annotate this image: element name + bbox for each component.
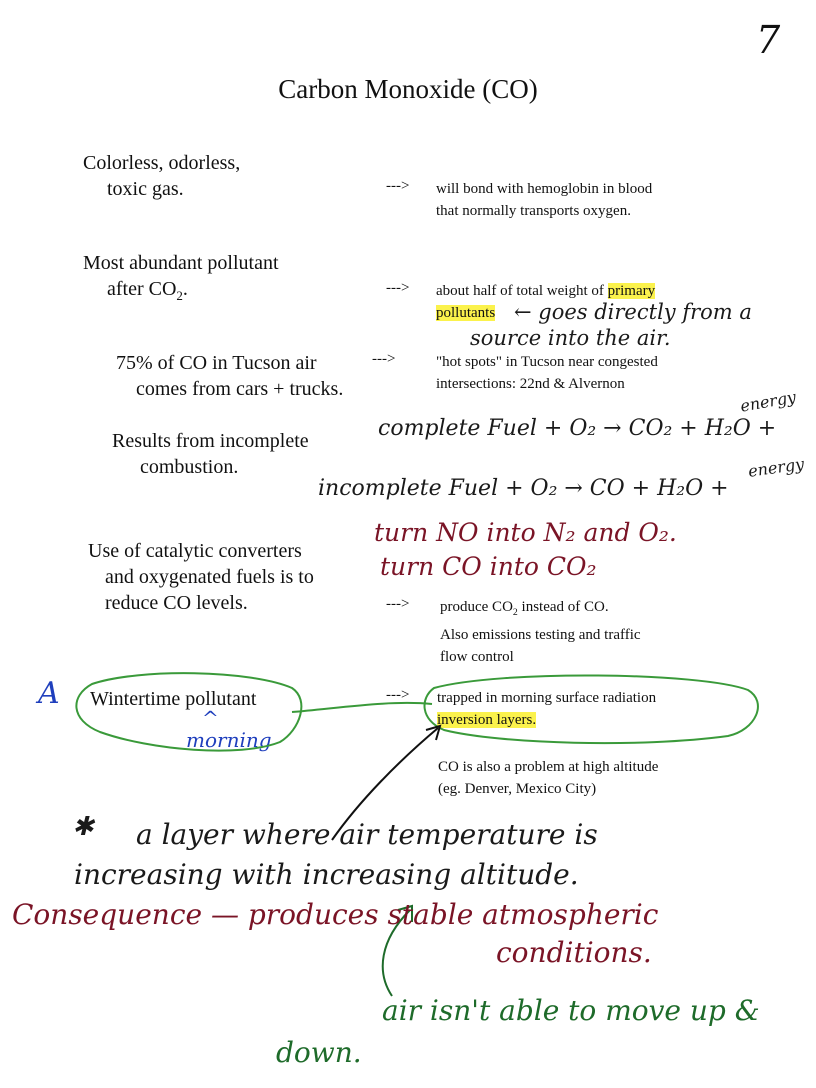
fact-wintertime: Wintertime pollutant [90, 688, 257, 710]
note-tucson-line1: "hot spots" in Tucson near congested [436, 354, 658, 370]
note-colorless-line2: that normally transports oxygen. [436, 203, 631, 219]
arrow-catalytic: ---> [386, 596, 410, 612]
fact-abundant-period: . [182, 278, 188, 300]
note-abundant-line1 [436, 280, 655, 302]
fact-catalytic [88, 538, 314, 616]
highlight-pollutants: pollutants [436, 305, 496, 321]
fact-incomplete [112, 428, 309, 480]
note-tucson [436, 351, 658, 395]
fact-catalytic-line2: and oxygenated fuels is to [105, 566, 314, 588]
note-colorless [436, 178, 652, 222]
fact-colorless [83, 150, 240, 202]
note-wintertime-line1: trapped in morning surface radiation [437, 690, 657, 706]
fact-tucson-line1: 75% of CO in Tucson air [116, 352, 317, 374]
fact-incomplete-line2: combustion. [140, 456, 239, 478]
hand-line-increasing: increasing with increasing altitude. [74, 858, 579, 891]
note-altitude-line2: (eg. Denver, Mexico City) [438, 781, 597, 797]
arrow-colorless: ---> [386, 178, 410, 194]
page-title: Carbon Monoxide (CO) [278, 74, 538, 104]
hand-turn-co: turn CO into CO₂ [380, 552, 597, 581]
highlight-inversion-layers: inversion layers. [437, 712, 537, 728]
note-tucson-line2: intersections: 22nd & Alvernon [436, 376, 625, 392]
fact-abundant [83, 250, 279, 309]
hand-energy-1: energy [738, 387, 798, 416]
hand-line-down: down. [276, 1036, 362, 1069]
highlight-primary: primary [607, 283, 656, 299]
fact-abundant-line2-text: after CO [107, 278, 177, 300]
note-altitude-line1: CO is also a problem at high altitude [438, 759, 659, 775]
arrow-wintertime: ---> [386, 687, 410, 703]
hand-note-source: source into the air. [470, 326, 671, 350]
hand-line-consequence: Consequence — produces stable atmospheric [12, 898, 659, 931]
note-wintertime [437, 687, 656, 731]
fact-tucson [116, 350, 343, 402]
fact-catalytic-line3: reduce CO levels. [105, 592, 248, 614]
green-connector-line [292, 703, 432, 712]
page-number: 7 [756, 18, 781, 62]
note-colorless-line1: will bond with hemoglobin in blood [436, 181, 653, 197]
fact-abundant-line2 [83, 276, 279, 309]
hand-line-air-move: air isn't able to move up & [382, 994, 760, 1027]
note-abundant-line1-text: about half of total weight of [436, 283, 608, 299]
fact-tucson-line2: comes from cars + trucks. [136, 378, 344, 400]
fact-colorless-line1: Colorless, odorless, [83, 152, 241, 174]
hand-star: ✱ [72, 812, 94, 842]
hand-line-layer: a layer where air temperature is [136, 818, 598, 851]
arrow-tucson: ---> [372, 351, 396, 367]
fact-catalytic-line1: Use of catalytic converters [88, 540, 302, 562]
note-altitude [438, 756, 658, 800]
hand-note-goes-directly: ← goes directly from a [514, 300, 752, 324]
note-catalytic-line1-end: instead of CO. [517, 599, 609, 615]
arrow-abundant: ---> [386, 280, 410, 296]
hand-incomplete-equation: incomplete Fuel + O₂ → CO + H₂O + [318, 476, 729, 501]
note-catalytic [440, 596, 641, 668]
note-catalytic-line1-text: produce CO [440, 599, 513, 615]
fact-abundant-line1: Most abundant pollutant [83, 252, 279, 274]
fact-abundant-sub: 2 [176, 288, 183, 303]
note-catalytic-sub: 2 [512, 607, 518, 618]
hand-letter-a: A [38, 676, 60, 711]
fact-incomplete-line1: Results from incomplete [112, 430, 309, 452]
note-wintertime-line2 [437, 709, 656, 731]
hand-morning: morning [186, 728, 272, 752]
hand-complete-equation: complete Fuel + O₂ → CO₂ + H₂O + [378, 416, 777, 441]
note-catalytic-line1 [440, 596, 641, 624]
note-catalytic-line3: flow control [440, 649, 514, 665]
note-catalytic-line2: Also emissions testing and traffic [440, 627, 641, 643]
hand-line-conditions: conditions. [496, 936, 652, 969]
fact-colorless-line2: toxic gas. [107, 178, 184, 200]
hand-caret: ^ [202, 706, 219, 730]
hand-turn-no: turn NO into N₂ and O₂. [374, 518, 677, 547]
hand-energy-2: energy [746, 454, 806, 481]
